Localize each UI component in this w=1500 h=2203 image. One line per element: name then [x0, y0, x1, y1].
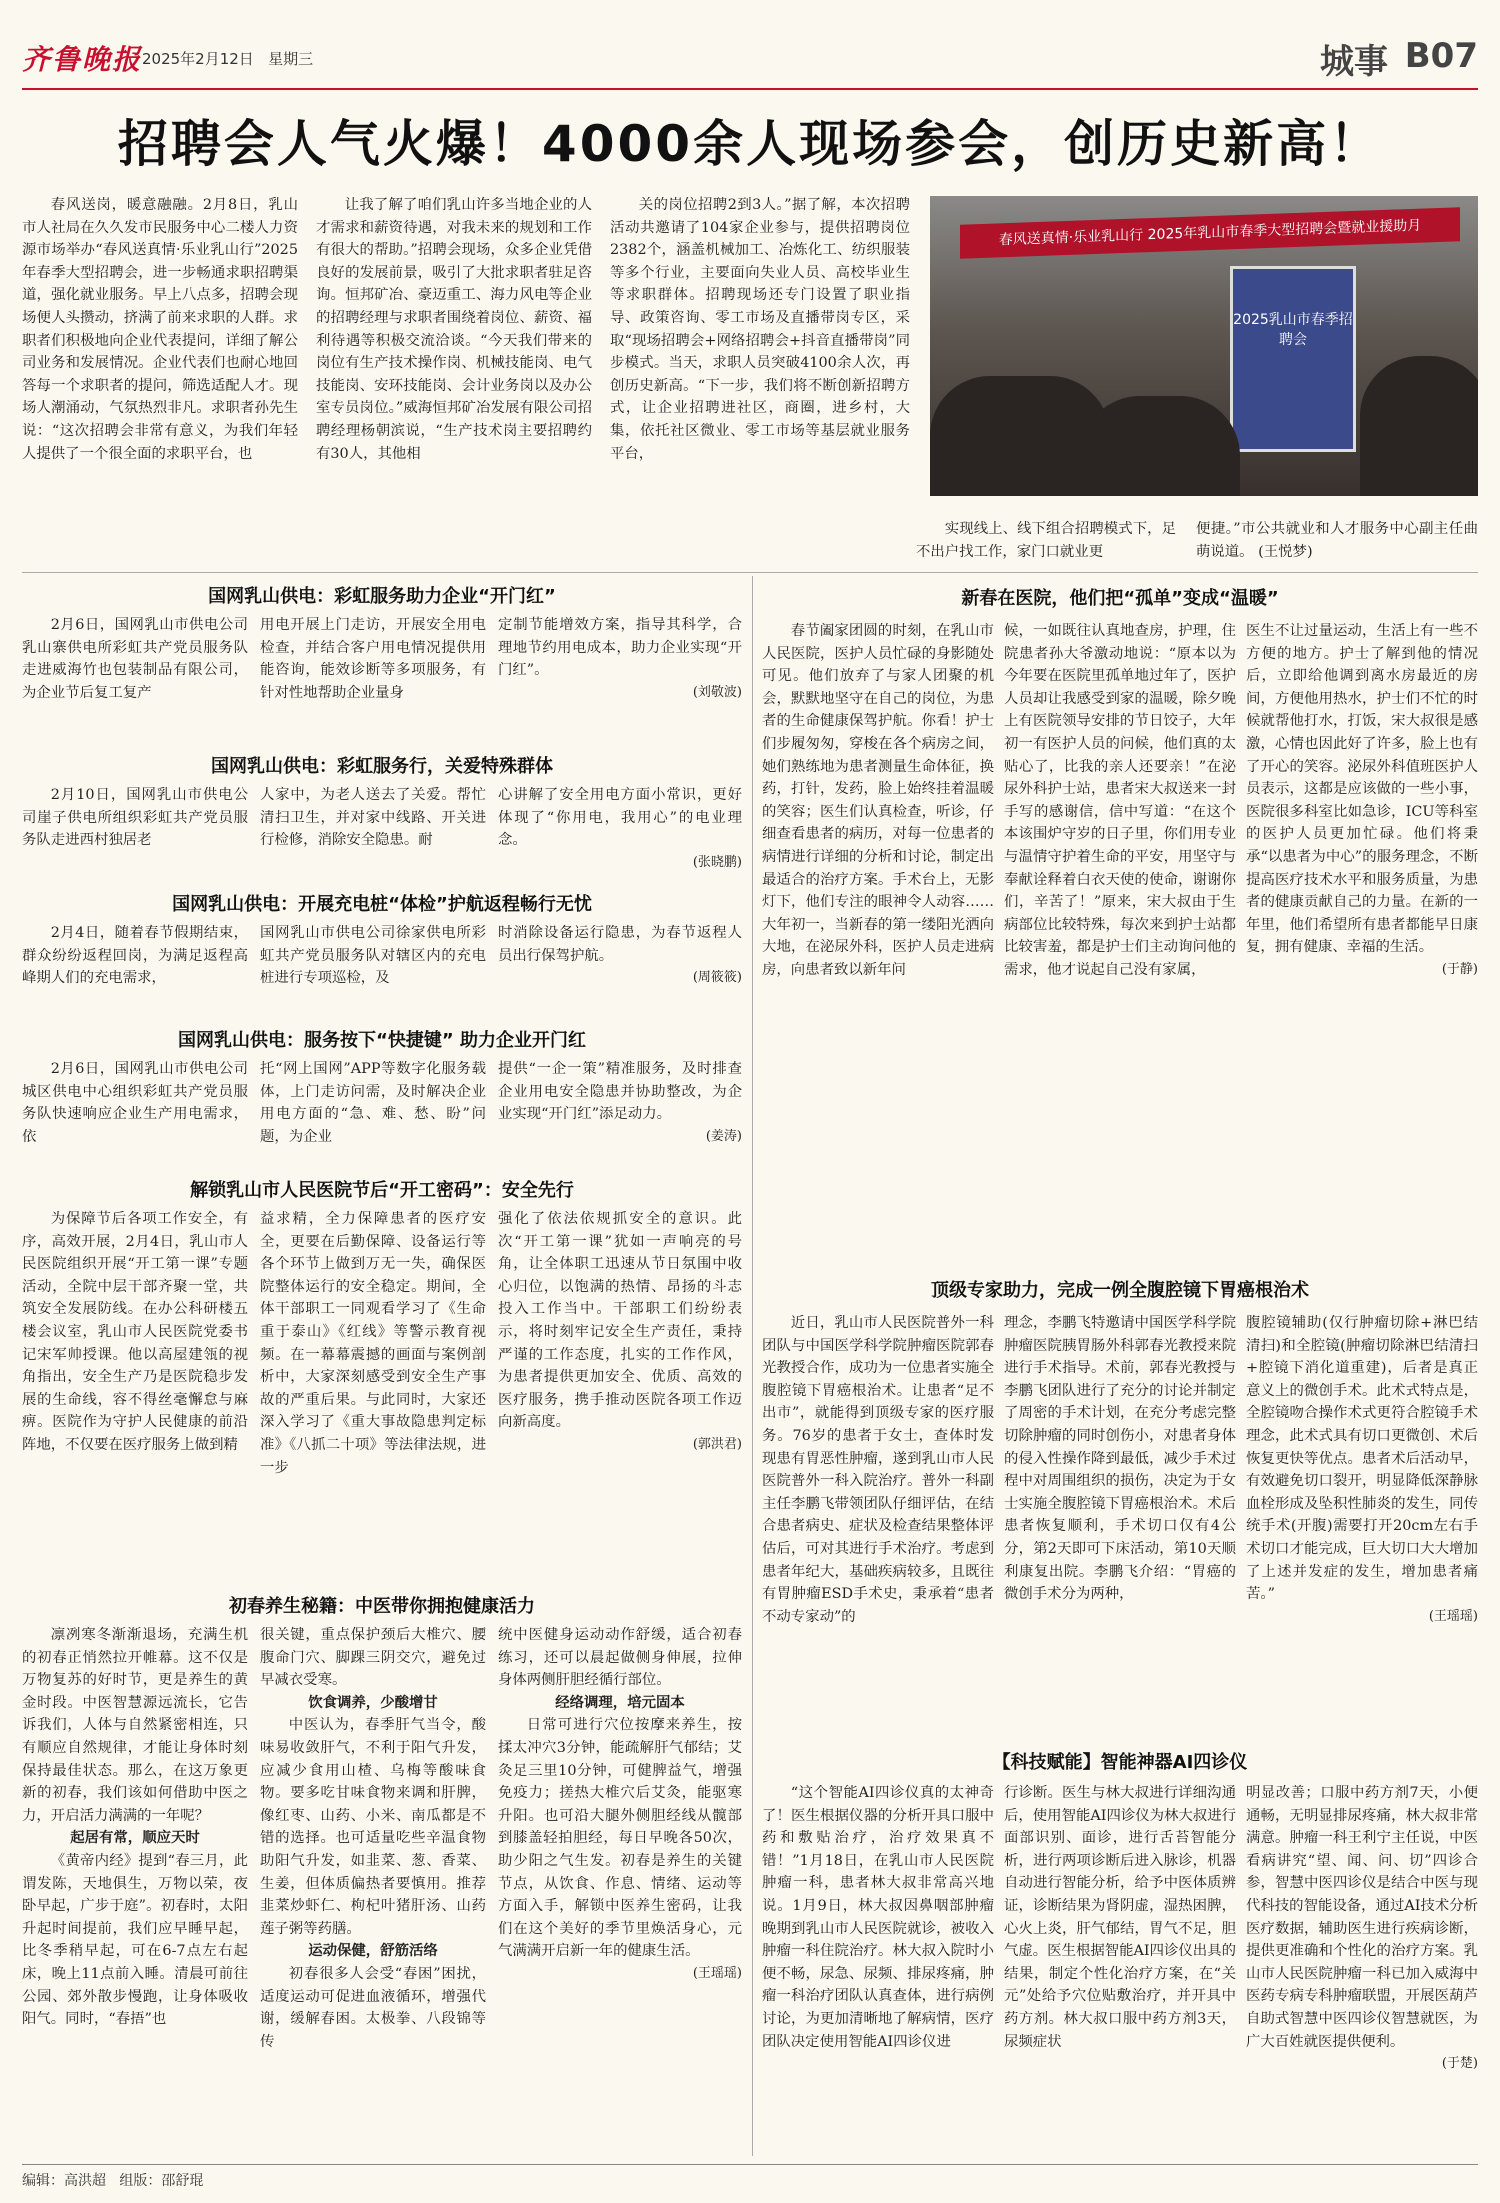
art3-text-3: 时消除设备运行隐患，为春节返程人员出行保驾护航。: [498, 925, 742, 964]
art7-col-3: [1246, 620, 1478, 1260]
art7-text-3: 医生不让过量运动，生活上有一些不方便的地方。护士了解到他的情况后，立即给他调到离水房最近的房间，方便他用热水，护士们不忙的时候就帮他打水，打饭，宋大叔很是感激，心情也因此好了许多，脸上也有了开心的笑容。泌尿外科值班医护人员表示，这都是应该做的一些小事，医院很多科室比如急诊，ICU等科室的医护人员更加忙碌。他们将秉承“以患者为中心”的服务理念，不断提高医疗技术水平和服务质量，为患者的健康贡献自己的力量。在新的一年里，他们希望所有患者都能早日康复，拥有健康、幸福的生活。: [1246, 623, 1478, 956]
art7-text-1: 春节阖家团圆的时刻，在乳山市人民医院，医护人员忙碌的身影随处可见。他们放弃了与家人团聚的机会，默默地坚守在自己的岗位，为患者的生命健康保驾护航。你看！护士们步履匆匆，穿梭在各个病房之间，她们熟练地为患者测量生命体征，换药，打针，发药，脸上始终挂着温暖的笑容；医生们认真检查，听诊，仔细查看患者的病历，对每一位患者的病情进行详细的分析和讨论，制定出最适合的治疗方案。手术台上，无影灯下，他们专注的眼神令人动容……大年初一，当新春的第一缕阳光洒向大地，在泌尿外科，医护人员走进病房，向患者致以新年问: [762, 623, 994, 978]
article-title: 【科技赋能】智能神器AI四诊仪: [992, 1752, 1248, 1773]
art3-col-3: [498, 922, 742, 1022]
art2-byline: (张晓鹏): [692, 854, 742, 870]
layout-credit: 组版：邵舒琨: [119, 2173, 204, 2189]
footer-rule: [22, 2164, 1478, 2165]
art6-text-1b: 《黄帝内经》提到“春三月，此谓发陈，天地俱生，万物以荣，夜卧早起，广步于庭”。初春时，太阳升起时间提前，我们应早睡早起，比冬季稍早起，可在6-7点左右起床，晚上11点前入睡。清晨可前往公园、郊外散步慢跑，让身体吸收阳气。同时，“春捂”也: [22, 1852, 248, 2028]
art6-text-2c: 初春很多人会受“春困”困扰，适度运动可促进血液循环，增强代谢，缓解春困。太极拳、八段锦等传: [260, 1965, 486, 2050]
masthead: [22, 32, 1478, 88]
art7-col-2: [1004, 620, 1236, 1260]
article-title: 国网乳山供电：服务按下“快捷键” 助力企业开门红: [178, 1030, 586, 1051]
art7-col-1: [762, 620, 994, 1260]
art4-byline: (姜涛): [705, 1128, 742, 1144]
photo-board-text: 2025乳山市春季招聘会: [1233, 312, 1353, 348]
date-text: 2025年2月12日: [142, 50, 254, 68]
art3-text-2: 国网乳山市供电公司徐家供电所彩虹共产党员服务队对辖区内的充电桩进行专项巡检，及: [260, 925, 486, 987]
art5-byline: (郭洪君): [692, 1436, 742, 1452]
lead-text-2: 让我了解了咱们乳山许多当地企业的人才需求和薪资待遇，对我未来的规划和工作有很大的帮助。”招聘会现场，众多企业凭借良好的发展前景，吸引了大批求职者驻足咨询。恒邦矿冶、豪迈重工、海力风电等企业的招聘经理与求职者围绕着岗位、薪资、福利待遇等积极交流洽谈。“今天我们带来的岗位有生产技术操作岗、机械技能岗、电气技能岗、安环技能岗、会计业务岗以及办公室专员岗位。”威海恒邦矿冶发展有限公司招聘经理杨朝滨说，“生产技术岗主要招聘约有30人，其他相: [316, 197, 592, 462]
art2-col-2: [260, 784, 486, 884]
divider: [22, 572, 1478, 573]
art6-subheading-3: 运动保健，舒筋活络: [308, 1942, 438, 1960]
main-headline: 招聘会人气火爆！4000余人现场参会，创历史新高！: [117, 115, 1383, 173]
art4-text-2: 托“网上国网”APP等数字化服务载体，上门走访问需，及时解决企业用电方面的“急、难、愁、盼”问题，为企业: [260, 1061, 486, 1145]
art4-col-3: [498, 1058, 742, 1178]
lead-col-1: [22, 194, 298, 564]
editor-credit: 编辑：高洪超: [22, 2173, 106, 2189]
art9-col-2: [1004, 1782, 1236, 2166]
art9-text-1: “这个智能AI四诊仪真的太神奇了！医生根据仪器的分析开具口服中药和敷贴治疗，治疗效果真不错！”1月18日，在乳山市人民医院肿瘤一科，患者林大叔非常高兴地说。1月9日，林大叔因鼻咽部肿瘤晚期到乳山市人民医院就诊，被收入肿瘤一科住院治疗。林大叔入院时小便不畅，尿急、尿频、排尿疼痛，肿瘤一科治疗团队认真查体，进行病例讨论，为更加清晰地了解病情，医疗团队决定使用智能AI四诊仪进: [762, 1785, 994, 2050]
article-title: 初春养生秘籍：中医带你拥抱健康活力: [229, 1596, 535, 1617]
art1-col-3: [498, 614, 742, 734]
art5-col-3: [498, 1208, 742, 1588]
art4-text-1: 2月6日，国网乳山市供电公司城区供电中心组织彩虹共产党员服务队快速响应企业生产用电需求，依: [22, 1061, 248, 1145]
article-title: 国网乳山供电：彩虹服务助力企业“开门红”: [208, 586, 556, 607]
article-title: 新春在医院，他们把“孤单”变成“温暖”: [961, 588, 1279, 609]
art8-text-3: 腹腔镜辅助(仅行肿瘤切除+淋巴结清扫)和全腔镜(肿瘤切除淋巴结清扫+腔镜下消化道重建)，后者是真正意义上的微创手术。此术式特点是，全腔镜吻合操作术式更符合腔镜手术理念，此术式具有切口更微创、术后恢复更快等优点。患者术后活动早，有效避免切口裂开，明显降低深静脉血栓形成及坠积性肺炎的发生，同传统手术(开腹)需要打开20cm左右手术切口才能完成，巨大切口大大增加了上述并发症的发生，增加患者痛苦。”: [1246, 1315, 1478, 1603]
art3-col-2: [260, 922, 486, 1022]
crowd-shape: [1360, 356, 1478, 496]
art5-col-1: [22, 1208, 248, 1588]
lead-col-5: [1196, 518, 1478, 566]
art8-text-1: 近日，乳山市人民医院普外一科团队与中国医学科学院肿瘤医院郭春光教授合作，成功为一位患者实施全腹腔镜下胃癌根治术。让患者“足不出市”，就能得到顶级专家的医疗服务。76岁的患者于女士，查体时发现患有胃恶性肿瘤，遂到乳山市人民医院普外一科入院治疗。普外一科副主任李鹏飞带领团队仔细评估，在结合患者病史、症状及检查结果整体评估后，可对其进行手术治疗。考虑到患者年纪大，基础疾病较多，且既往有胃肿瘤ESD手术史，秉承着“患者不动专家动”的: [762, 1315, 994, 1625]
art6-text-2b: 中医认为，春季肝气当令，酸味易收敛肝气，不利于阳气升发，应减少食用山楂、乌梅等酸味食物。要多吃甘味食物来调和肝脾，像红枣、山药、小米、南瓜都是不错的选择。也可适量吃些辛温食物助阳气升发，如韭菜、葱、香菜、生姜，但体质偏热者要慎用。推荐韭菜炒虾仁、枸杞叶猪肝汤、山药莲子粥等药膳。: [260, 1717, 486, 1937]
art6-subheading-1: 起居有常，顺应天时: [70, 1829, 200, 1847]
page-number: B07: [1404, 36, 1478, 76]
section-name: 城事: [1320, 42, 1388, 82]
lead-col-4: [916, 518, 1176, 566]
art9-text-2: 行诊断。医生与林大叔进行详细沟通后，使用智能AI四诊仪为林大叔进行面部识别、面诊，进行舌苔智能分析，进行两项诊断后进入脉诊，机器自动进行智能分析，给予中医体质辨证，诊断结果为肾阴虚，湿热困脾，心火上炎，肝气郁结，胃气不足，胆气虚。医生根据智能AI四诊仪出具的结果，制定个性化治疗方案，在“关元”处给予穴位贴敷治疗，并开具中药方剂。林大叔口服中药方剂3天，尿频症状: [1004, 1785, 1236, 2050]
art8-byline: (王瑶瑶): [1428, 1608, 1478, 1624]
photo-banner: 春风送真情·乐业乳山行 2025年乳山市春季大型招聘会暨就业援助月: [960, 207, 1460, 258]
art4-col-1: [22, 1058, 248, 1178]
lead-byline: (王悦梦): [1258, 543, 1313, 560]
art9-text-3: 明显改善；口服中药方剂7天，小便通畅，无明显排尿疼痛，林大叔非常满意。肿瘤一科王利宁主任说，中医看病讲究“望、闻、问、切”四诊合参，智慧中医四诊仪是结合中医与现代科技的智能设备，通过AI技术分析医疗数据，辅助医生进行疾病诊断，提供更准确和个性化的治疗方案。乳山市人民医院肿瘤一科已加入威海中医药专病专科肿瘤联盟，开展医葫芦自助式智慧中医四诊仪智慧就医，为广大百姓就医提供便利。: [1246, 1785, 1478, 2050]
art6-text-1: 凛冽寒冬渐渐退场，充满生机的初春正悄然拉开帷幕。这不仅是万物复苏的好时节，更是养生的黄金时段。中医智慧源远流长，它告诉我们，人体与自然紧密相连，只有顺应自然规律，才能让身体时刻保持最佳状态。那么，在这万象更新的初春，我们该如何借助中医之力，开启活力满满的一年呢？: [22, 1627, 248, 1824]
art9-col-3: [1246, 1782, 1478, 2166]
art2-col-3: [498, 784, 742, 884]
art6-col-3: [498, 1624, 742, 2164]
art1-text-2: 用电开展上门走访，开展安全用电检查，并结合客户用电情况提供用能咨询，能效诊断等多项服务，有针对性地帮助企业量身: [260, 617, 486, 701]
footer-credits: [22, 2170, 203, 2190]
art6-text-2: 很关键，重点保护颈后大椎穴、腰腹命门穴、脚踝三阴交穴，避免过早减衣受寒。: [260, 1627, 486, 1689]
divider: [752, 576, 753, 2156]
newspaper-logo: 齐鲁晚报: [22, 43, 143, 76]
article-title: 国网乳山供电：开展充电桩“体检”护航返程畅行无忧: [172, 894, 592, 915]
art6-subheading-2: 饮食调养，少酸增甘: [308, 1693, 438, 1711]
art2-text-3: 心讲解了安全用电方面小常识，更好体现了“你用电，我用心”的电业理念。: [498, 787, 742, 849]
article-title: 顶级专家助力，完成一例全腹腔镜下胃癌根治术: [931, 1280, 1309, 1301]
art2-col-1: [22, 784, 248, 884]
crowd-shape: [1080, 396, 1240, 496]
art8-col-1: [762, 1312, 994, 1740]
art1-col-1: [22, 614, 248, 734]
art8-col-2: [1004, 1312, 1236, 1740]
art6-text-3: 统中医健身运动动作舒缓，适合初春练习，还可以晨起做侧身伸展，拉伸身体两侧肝胆经循行部位。: [498, 1627, 742, 1689]
art6-col-1: [22, 1624, 248, 2164]
art4-col-2: [260, 1058, 486, 1178]
lead-text-1: 春风送岗，暖意融融。2月8日，乳山市人社局在久久发市民服务中心二楼人力资源市场举办“春风送真情·乐业乳山行”2025年春季大型招聘会，进一步畅通求职招聘渠道，强化就业服务。早上八点多，招聘会现场便人头攒动，挤满了前来求职的人群。求职者们积极地向企业代表提问，详细了解公司业务和发展情况。企业代表们也耐心地回答每一个求职者的提问，筛选适配人才。现场人潮涌动，气氛热烈非凡。求职者孙先生说：“这次招聘会非常有意义，为我们年轻人提供了一个很全面的求职平台，也: [22, 197, 298, 462]
art3-byline: (周筱筱): [692, 970, 742, 986]
lead-col-3: [610, 194, 910, 564]
art6-subheading-4: 经络调理，培元固本: [555, 1693, 685, 1711]
art5-text-3: 强化了依法依规抓安全的意识。此次“开工第一课”犹如一声响亮的号角，让全体职工迅速从节日氛围中收心归位，以饱满的热情、昂扬的斗志投入工作当中。干部职工们纷纷表示，将时刻牢记安全生产责任，秉持严谨的工作态度，扎实的工作作风，为患者提供更加安全、优质、高效的医疗服务，携手推动医院各项工作迈向新高度。: [498, 1211, 742, 1431]
art1-byline: (刘敬波): [692, 684, 742, 700]
masthead-rule: [22, 88, 1478, 90]
lead-text-5: 便捷。”市公共就业和人才服务中心副主任曲萌说道。: [1196, 521, 1478, 560]
art8-col-3: [1246, 1312, 1478, 1740]
art6-text-3b: 日常可进行穴位按摩来养生，按揉太冲穴3分钟，能疏解肝气郁结；艾灸足三里10分钟，可健脾益气，增强免疫力；搓热大椎穴后艾灸，能驱寒升阳。也可沿大腿外侧胆经线从髋部到膝盖轻拍胆经，每日早晚各50次，助少阳之气生发。初春是养生的关键节点，从饮食、作息、情绪、运动等方面入手，解锁中医养生密码，让我们在这个美好的季节里焕活身心，元气满满开启新一年的健康生活。: [498, 1717, 742, 1960]
lead-text-4: 实现线上、线下组合招聘模式下，足不出户找工作，家门口就业更: [916, 521, 1176, 560]
art6-col-2: [260, 1624, 486, 2164]
art3-text-1: 2月4日，随着春节假期结束，群众纷纷返程回岗，为满足返程高峰期人们的充电需求，: [22, 925, 248, 987]
weekday-text: 星期三: [268, 50, 314, 68]
art3-col-1: [22, 922, 248, 1022]
art5-text-2: 益求精，全力保障患者的医疗安全，更要在后勤保障、设备运行等各个环节上做到万无一失，确保医院整体运行的安全稳定。期间，全体干部职工一同观看学习了《生命重于泰山》《红线》等警示教育视频。在一幕幕震撼的画面与案例剖析中，大家深刻感受到安全生产事故的严重后果。与此同时，大家还深入学习了《重大事故隐患判定标准》《八抓二十项》等法律法规，进一步: [260, 1211, 486, 1476]
art8-text-2: 理念，李鹏飞特邀请中国医学科学院肿瘤医院胰胃肠外科郭春光教授来院进行手术指导。术前，郭春光教授与李鹏飞团队进行了充分的讨论并制定了周密的手术计划，在充分考虑完整切除肿瘤的同时创伤小，对患者身体的侵入性操作降到最低，减少手术过程中对周围组织的损伤，决定为于女士实施全腹腔镜下胃癌根治术。术后患者恢复顺利，手术切口仅有4公分，第2天即可下床活动，第10天顺利康复出院。李鹏飞介绍：“胃癌的微创手术分为两种，: [1004, 1315, 1236, 1603]
art7-text-2: 候，一如既往认真地查房，护理，住院患者孙大爷激动地说：“原本以为今年要在医院里孤单地过年了，医护人员却让我感受到家的温暖，除夕晚上有医院领导安排的节日饺子，大年初一有医护人员的问候，他们真的太贴心了，比我的亲人还要亲！”在泌尿外科护士站，患者宋大叔送来一封手写的感谢信，信中写道：“在这个本该围炉守岁的日子里，你们用专业与温情守护着生命的平安，用坚守与奉献诠释着白衣天使的使命，谢谢你们，辛苦了！”原来，宋大叔由于生病部位比较特殊，每次来到护士站都比较害羞，都是护士们主动询问他的需求，他才说起自己没有家属，: [1004, 623, 1236, 978]
art7-byline: (于静): [1441, 961, 1478, 977]
issue-date: [142, 48, 313, 69]
photo-board: [1230, 266, 1356, 452]
art1-text-1: 2月6日，国网乳山市供电公司乳山寨供电所彩虹共产党员服务队走进威海竹也包装制品有限公司，为企业节后复工复产: [22, 617, 248, 701]
job-fair-photo: [930, 196, 1478, 496]
art5-col-2: [260, 1208, 486, 1588]
art2-text-1: 2月10日，国网乳山市供电公司崖子供电所组织彩虹共产党员服务队走进西村独居老: [22, 787, 248, 849]
art9-col-1: [762, 1782, 994, 2166]
lead-text-3: 关的岗位招聘2到3人。”据了解，本次招聘活动共邀请了104家企业参与，提供招聘岗位2382个，涵盖机械加工、冶炼化工、纺织服装等多个行业，主要面向失业人员、高校毕业生等求职群体。招聘现场还专门设置了职业指导、政策咨询、零工市场及直播带岗专区，采取“现场招聘会+网络招聘会+抖音直播带岗”同步模式。当天，求职人员突破4100余人次，再创历史新高。“下一步，我们将不断创新招聘方式，让企业招聘进社区，商圈，进乡村，大集，依托社区微业、零工市场等基层就业服务平台，: [610, 197, 910, 462]
art4-text-3: 提供“一企一策”精准服务，及时排查企业用电安全隐患并协助整改，为企业实现“开门红”添足动力。: [498, 1061, 742, 1123]
art5-text-1: 为保障节后各项工作安全，有序，高效开展，2月4日，乳山市人民医院组织开展“开工第一课”专题活动，全院中层干部齐聚一堂，共筑安全发展防线。在办公科研楼五楼会议室，乳山市人民医院党委书记宋军帅授课。他以高屋建瓴的视角指出，安全生产乃是医院稳步发展的生命线，容不得丝毫懈怠与麻痹。医院作为守护人民健康的前沿阵地，不仅要在医疗服务上做到精: [22, 1211, 248, 1453]
art2-text-2: 人家中，为老人送去了关爱。帮忙清扫卫生，并对家中线路、开关进行检修，消除安全隐患。耐: [260, 787, 486, 849]
art6-byline: (王瑶瑶): [692, 1965, 742, 1981]
art1-col-2: [260, 614, 486, 734]
article-title: 解锁乳山市人民医院节后“开工密码”：安全先行: [190, 1180, 574, 1201]
art9-byline: (于楚): [1441, 2056, 1478, 2072]
art1-text-3: 定制节能增效方案，指导其科学，合理地节约用电成本，助力企业实现“开门红”。: [498, 617, 742, 679]
lead-col-2: [316, 194, 592, 564]
article-title: 国网乳山供电：彩虹服务行，关爱特殊群体: [211, 756, 553, 777]
